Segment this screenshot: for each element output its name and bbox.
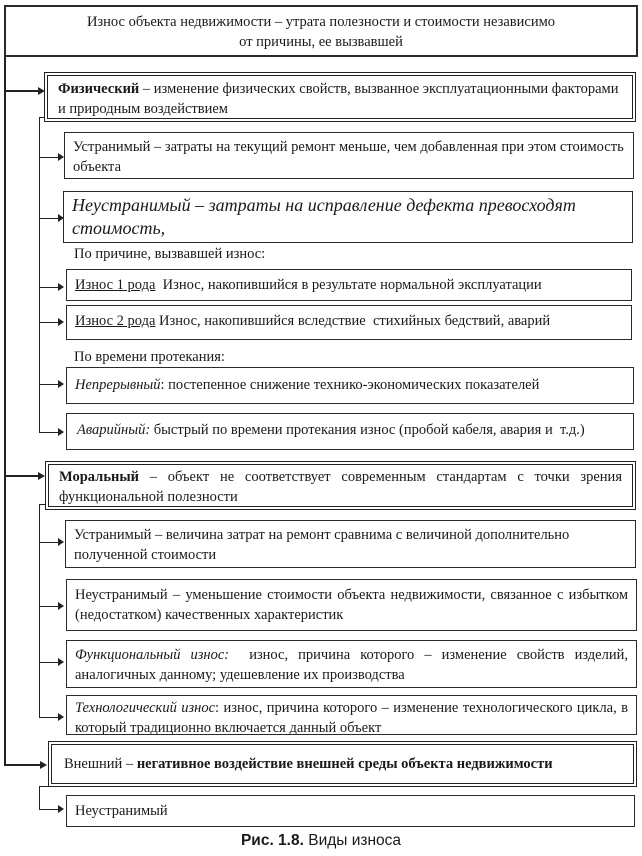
branch-line-physical <box>4 90 40 92</box>
external-sub-trunk-line <box>39 786 40 809</box>
external-title: Внешний – <box>64 756 137 772</box>
external-irremovable-box <box>66 795 635 827</box>
physical-removable-text: Устранимый – затраты на текущий ремонт меньше, чем добавленная при этом стоимость объекта <box>73 139 624 175</box>
moral-sub-trunk-line <box>39 504 40 718</box>
continuous-text: : постепенное снижение технико-экономических показателей <box>160 377 540 393</box>
physical-emergency-box <box>66 413 634 450</box>
figure-caption <box>0 832 642 850</box>
root-text-line2: от причины, ее вызвавшей <box>239 34 403 50</box>
moral-description: – объект не соответствует современным стандартам с точки зрения функциональной полезности <box>59 469 622 505</box>
moral-removable-box <box>65 520 636 568</box>
by-cause-label: По причине, вызвавшей износ: <box>74 246 266 262</box>
physical-type1-box <box>66 269 632 301</box>
technological-term: Технологический износ <box>75 700 216 716</box>
moral-technological-box <box>66 695 637 735</box>
figure-number: Рис. 1.8. <box>240 832 304 849</box>
main-trunk-line <box>4 50 6 765</box>
arrow-icon <box>58 658 64 666</box>
physical-irremovable-text: Неустранимый – затраты на исправление дефекта превосходят стоимость, <box>72 195 576 238</box>
arrow-icon <box>58 602 64 610</box>
arrow-icon <box>58 805 64 813</box>
type1-text: Износ, накопившийся в результате нормальной эксплуатации <box>155 277 542 293</box>
external-box <box>48 741 637 787</box>
root-box <box>4 5 638 57</box>
moral-removable-text: Устранимый – величина затрат на ремонт сравнима с величиной дополнительно полученной стоимости <box>74 527 570 563</box>
emergency-text: быстрый по времени протекания износ (пробой кабеля, авария и т.д.) <box>150 422 585 438</box>
moral-box <box>45 461 636 510</box>
physical-description: – изменение физических свойств, вызванное эксплуатационными факторами и природным воздействием <box>58 81 619 117</box>
physical-title: Физический <box>58 81 140 97</box>
emergency-term: Аварийный: <box>77 422 151 438</box>
physical-type2-box <box>66 305 632 340</box>
technological-text: : износ, причина которого – изменение технологического цикла, в который традиционно включается данный объект <box>75 700 628 735</box>
arrow-icon <box>58 538 64 546</box>
arrow-icon <box>38 472 45 480</box>
branch-line-external <box>4 764 42 766</box>
arrow-icon <box>40 761 47 769</box>
arrow-icon <box>58 428 64 436</box>
external-irremovable-text: Неустранимый <box>75 803 168 819</box>
branch-line-moral <box>4 475 40 477</box>
type1-term: Износ 1 рода <box>75 277 156 293</box>
moral-irremovable-text: Неустранимый – уменьшение стоимости объекта недвижимости, связанное с избытком (недостатком) качественных характеристик <box>75 587 628 623</box>
type2-term: Износ 2 рода <box>75 313 156 329</box>
by-time-label: По времени протекания: <box>74 349 225 365</box>
arrow-icon <box>58 713 64 721</box>
continuous-term: Непрерывный <box>75 377 161 393</box>
physical-continuous-box <box>66 367 634 404</box>
type2-text: Износ, накопившийся вследствие стихийных бедствий, аварий <box>155 313 551 329</box>
functional-term: Функциональный износ: <box>75 647 230 663</box>
arrow-icon <box>58 380 64 388</box>
physical-irremovable-box <box>63 191 633 243</box>
physical-sub-trunk-line <box>39 117 40 433</box>
figure-title: Виды износа <box>303 832 402 849</box>
physical-removable-box <box>64 132 634 179</box>
moral-title: Моральный <box>59 469 140 485</box>
arrow-icon <box>58 283 64 291</box>
physical-box <box>44 72 636 122</box>
moral-irremovable-box <box>66 579 637 631</box>
moral-functional-box <box>66 640 637 688</box>
arrow-icon <box>58 318 64 326</box>
external-description: негативное воздействие внешней среды объекта недвижимости <box>136 756 553 772</box>
functional-text: износ, причина которого – изменение свойств изделий, аналогичных данному; удешевление их производства <box>75 647 632 683</box>
root-text-line1: Износ объекта недвижимости – утрата полезности и стоимости независимо <box>86 14 556 30</box>
